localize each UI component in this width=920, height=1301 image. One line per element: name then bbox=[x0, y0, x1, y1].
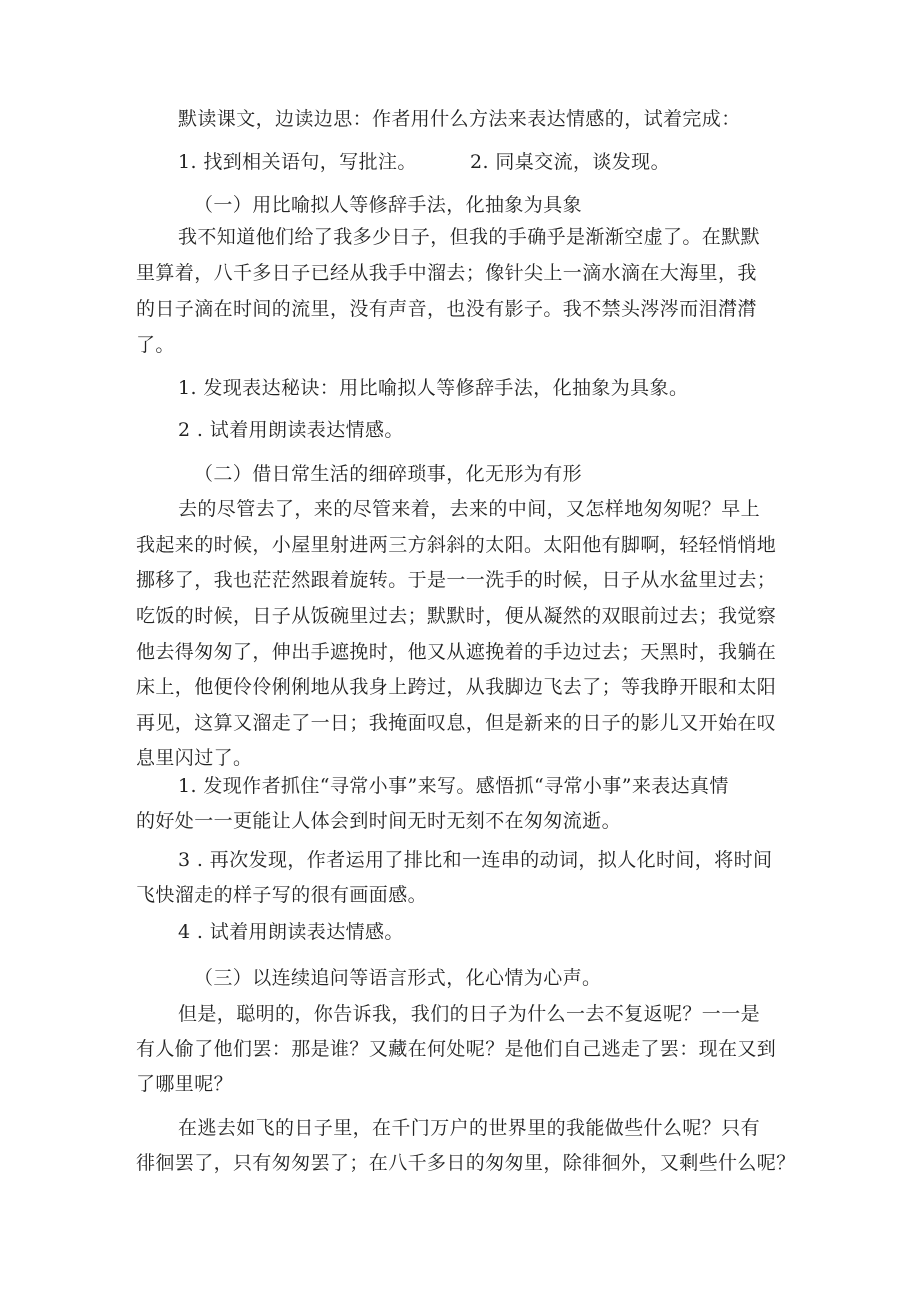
section-1-passage-line: 的日子滴在时间的流里，没有声音，也没有影子。我不禁头涔涔而泪潸潸 bbox=[136, 298, 757, 320]
section-2-point: 的好处一一更能让人体会到时间无时无刻不在匆匆流逝。 bbox=[136, 810, 622, 832]
section-2-heading: （二）借日常生活的细碎琐事，化无形为有形 bbox=[194, 463, 583, 485]
task-2: 2. 同桌交流，谈发现。 bbox=[470, 151, 670, 173]
section-2-passage-line: 息里闪过了。 bbox=[136, 747, 253, 769]
section-2-passage-line: 他去得匆匆了，伸出手遮挽时，他又从遮挽着的手边过去；天黑时，我躺在 bbox=[136, 641, 777, 663]
section-3-heading: （三）以连续追问等语言形式，化心情为心声。 bbox=[194, 967, 602, 989]
section-2-passage-line: 我起来的时候，小屋里射进两三方斜斜的太阳。太阳他有脚啊，轻轻悄悄地 bbox=[136, 534, 777, 556]
section-3-passage-line: 了哪里呢？ bbox=[136, 1073, 234, 1095]
section-3-passage-line: 在逃去如飞的日子里，在千门万户的世界里的我能做些什么呢？只有 bbox=[178, 1117, 761, 1139]
section-3-passage-line: 徘徊罢了，只有匆匆罢了；在八千多日的匆匆里，除徘徊外，又剩些什么呢？ bbox=[136, 1152, 796, 1174]
section-1-passage-line: 里算着，八千多日子已经从我手中溜去；像针尖上一滴水滴在大海里，我 bbox=[136, 262, 757, 284]
section-2-passage-line: 吃饭的时候，日子从饭碗里过去；默默时，便从凝然的双眼前过去；我觉察 bbox=[136, 605, 777, 627]
section-2-point: 1. 发现作者抓住“寻常小事”来写。感悟抓“寻常小事”来表达真情 bbox=[178, 775, 729, 797]
section-1-point: 1. 发现表达秘诀：用比喻拟人等修辞手法，化抽象为具象。 bbox=[178, 377, 689, 399]
section-3-passage-line: 有人偷了他们罢：那是谁？又藏在何处呢？是他们自己逃走了罢：现在又到 bbox=[136, 1038, 777, 1060]
section-3-passage-line: 但是，聪明的，你告诉我，我们的日子为什么一去不复返呢？一一是 bbox=[178, 1003, 761, 1025]
section-1-point: 2 . 试着用朗读表达情感。 bbox=[178, 419, 404, 441]
task-1: 1. 找到相关语句，写批注。 bbox=[178, 151, 417, 173]
section-2-passage-line: 再见，这算又溜走了一日；我掩面叹息，但是新来的日子的影儿又开始在叹 bbox=[136, 712, 777, 734]
section-2-passage-line: 去的尽管去了，来的尽管来着，去来的中间，又怎样地匆匆呢？早上 bbox=[178, 498, 761, 520]
section-2-point: 4 . 试着用朗读表达情感。 bbox=[178, 921, 404, 943]
section-1-passage-line: 我不知道他们给了我多少日子，但我的手确乎是渐渐空虚了。在默默 bbox=[178, 226, 761, 248]
section-2-passage-line: 挪移了，我也茫茫然跟着旋转。于是一一洗手的时候，日子从水盆里过去； bbox=[136, 569, 777, 591]
section-2-point: 3 . 再次发现，作者运用了排比和一连串的动词，拟人化时间，将时间 bbox=[178, 849, 773, 871]
section-2-passage-line: 床上，他便伶伶俐俐地从我身上跨过，从我脚边飞去了；等我睁开眼和太阳 bbox=[136, 676, 777, 698]
intro-instruction: 默读课文，边读边思：作者用什么方法来表达情感的，试着完成： bbox=[178, 108, 741, 130]
section-1-passage-line: 了。 bbox=[136, 334, 175, 356]
section-2-point: 飞快溜走的样子写的很有画面感。 bbox=[136, 884, 428, 906]
section-1-heading: （一）用比喻拟人等修辞手法，化抽象为具象 bbox=[194, 194, 583, 216]
